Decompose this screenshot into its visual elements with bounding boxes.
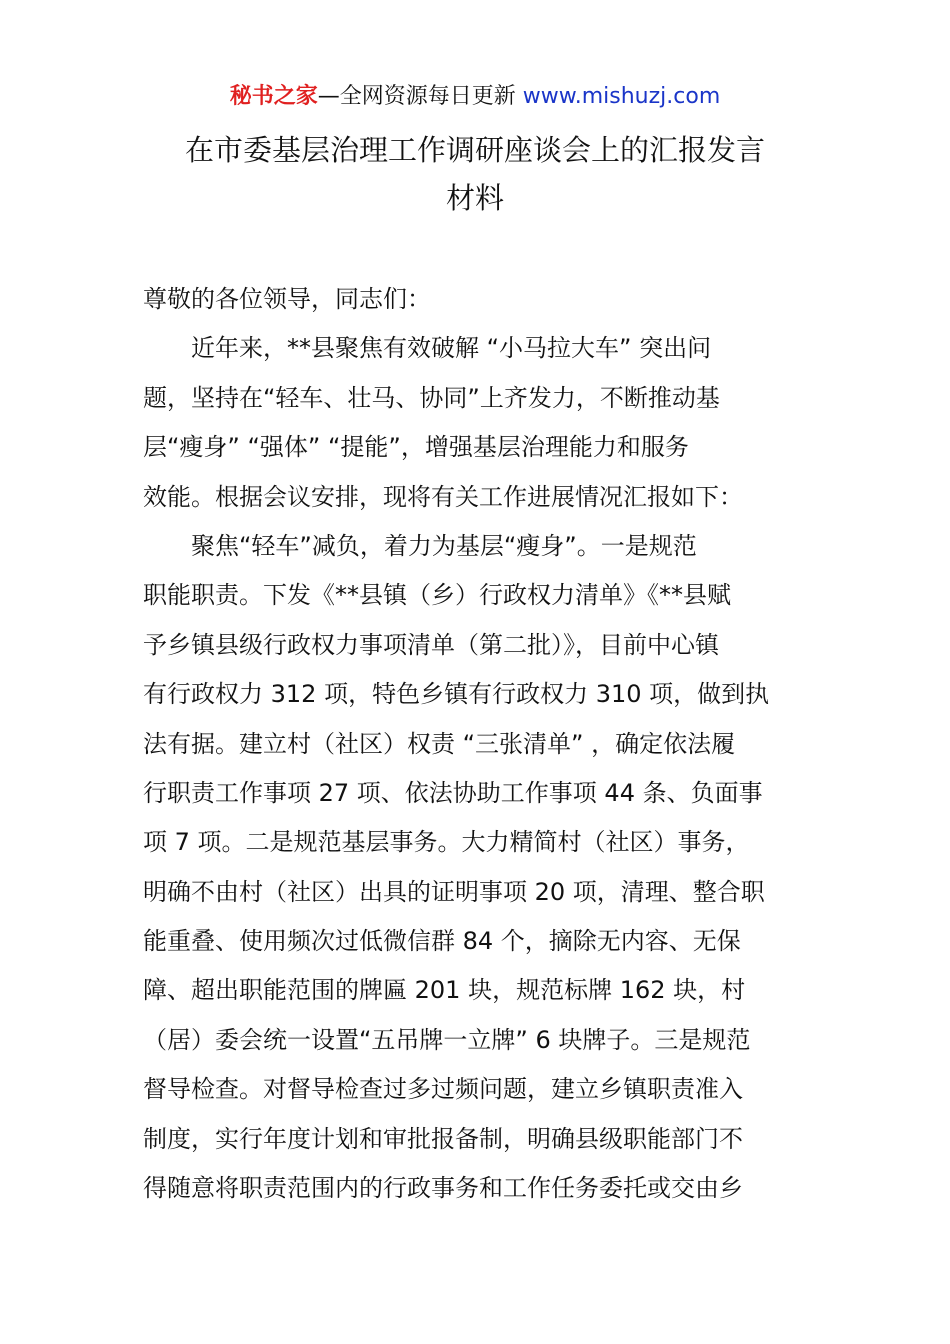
- body-line: 予乡镇县级行政权力事项清单（第二批）》，目前中心镇: [143, 630, 719, 659]
- body-line: 有行政权力 312 项，特色乡镇有行政权力 310 项，做到执: [143, 680, 770, 709]
- body-line: 层“瘦身” “强体” “提能”，增强基层治理能力和服务: [143, 433, 689, 462]
- title-line-1: 在市委基层治理工作调研座谈会上的汇报发言: [184, 133, 765, 167]
- body-line: 障、超出职能范围的牌匾 201 块，规范标牌 162 块，村: [143, 976, 746, 1005]
- body-line: 得随意将职责范围内的行政事务和工作任务委托或交由乡: [143, 1174, 743, 1203]
- body-line: 效能。根据会议安排，现将有关工作进展情况汇报如下：: [143, 482, 743, 511]
- title-line-2: 材料: [445, 181, 504, 215]
- body-line: 能重叠、使用频次过低微信群 84 个，摘除无内容、无保: [143, 927, 741, 956]
- site-url-link[interactable]: www.mishuzj.com: [522, 84, 721, 109]
- site-brand: 秘书之家: [229, 84, 318, 109]
- body-line: 明确不由村（社区）出具的证明事项 20 项，清理、整合职: [143, 877, 765, 906]
- site-header: [0, 82, 950, 112]
- body-line: 法有据。建立村（社区）权责 “三张清单” ，确定依法履: [143, 729, 736, 758]
- body-line: （居）委会统一设置“五吊牌一立牌” 6 块牌子。三是规范: [143, 1025, 751, 1054]
- body-line: 行职责工作事项 27 项、依法协助工作事项 44 条、负面事: [143, 778, 763, 807]
- body-line: 聚焦“轻车”减负，着力为基层“瘦身”。一是规范: [191, 531, 697, 560]
- document-title: [130, 126, 820, 222]
- site-tagline: —全网资源每日更新: [317, 84, 523, 109]
- body-line: 近年来，**县聚焦有效破解 “小马拉大车” 突出问: [191, 334, 712, 363]
- salutation: 尊敬的各位领导，同志们：: [143, 285, 431, 313]
- body-line: 制度，实行年度计划和审批报备制，明确县级职能部门不: [143, 1124, 743, 1153]
- body-line: 题，坚持在“轻车、壮马、协同”上齐发力，不断推动基: [143, 383, 720, 412]
- document-body: [143, 275, 809, 1213]
- body-line: 职能职责。下发《**县镇（乡）行政权力清单》《**县赋: [143, 581, 731, 610]
- body-line: 督导检查。对督导检查过多过频问题，建立乡镇职责准入: [143, 1075, 743, 1104]
- body-line: 项 7 项。二是规范基层事务。大力精简村（社区）事务，: [143, 828, 750, 857]
